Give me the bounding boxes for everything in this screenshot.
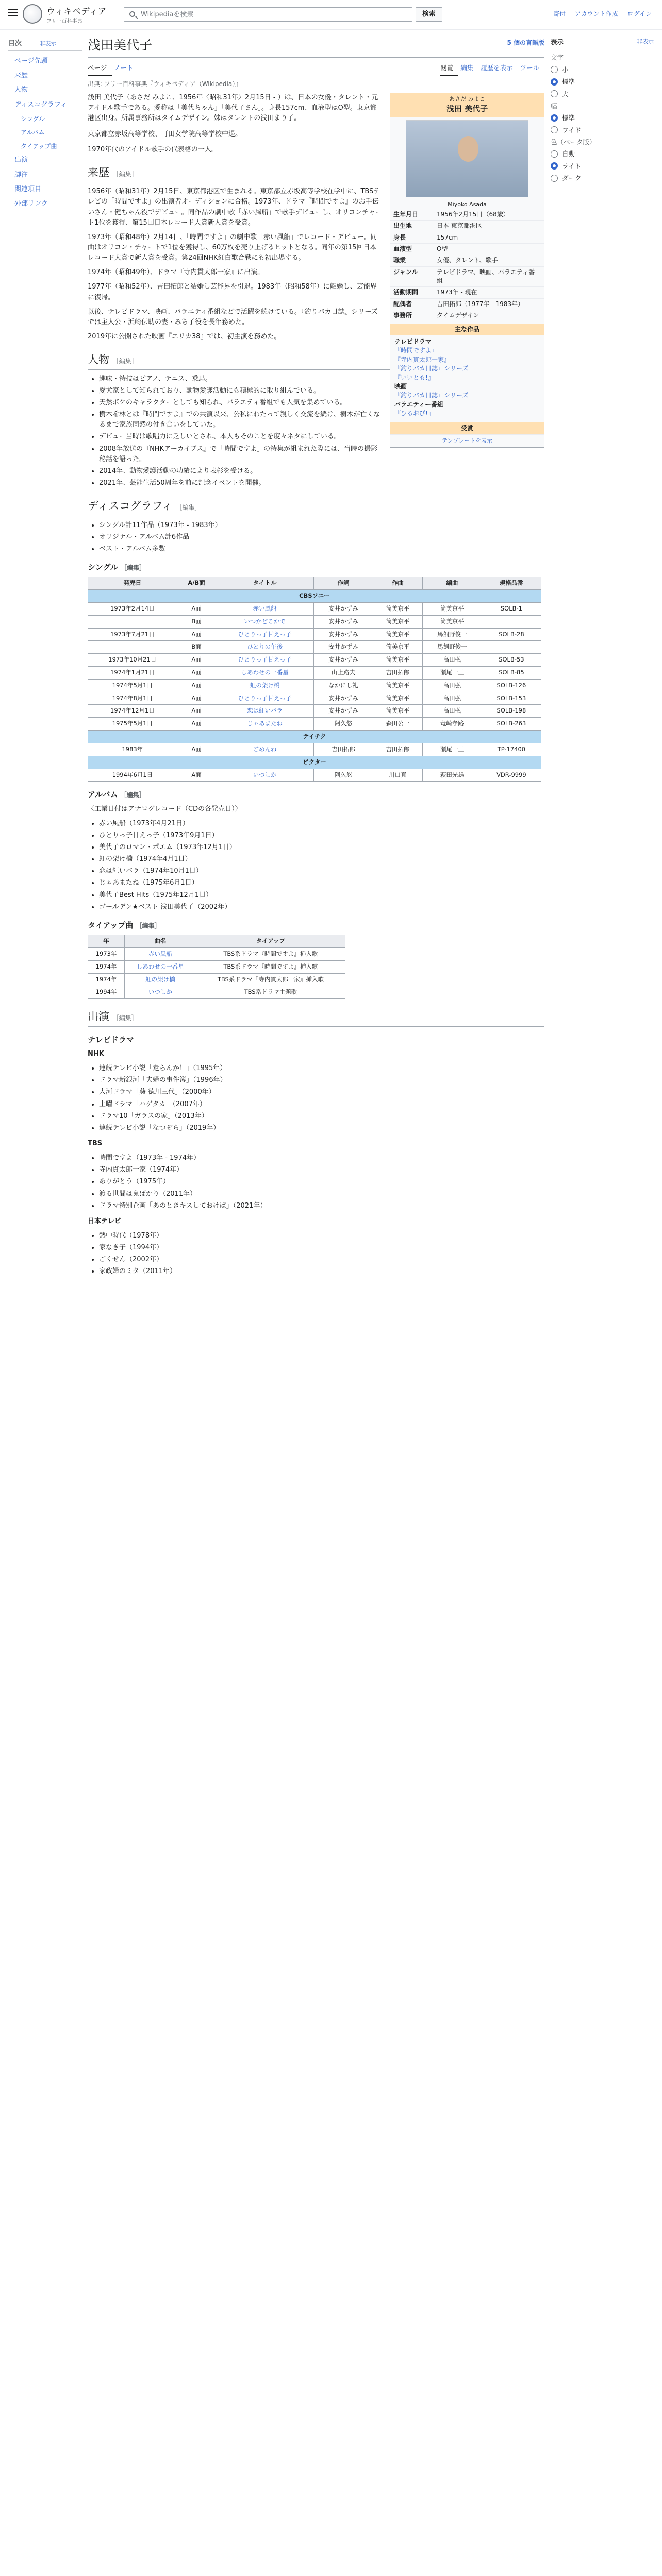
table-cell: A面	[177, 705, 216, 718]
table-cell[interactable]: 恋は紅いバラ	[216, 705, 314, 718]
table-cell: 竜崎孝路	[423, 718, 482, 731]
album-list	[99, 819, 544, 912]
lead-paragraph: 浅田 美代子（あさだ みよこ、1956年〈昭和31年〉2月15日 - ）は、日本の女優・タレント・元アイドル歌手である。愛称は「美代ちゃん」「美代子さん」。身長157cm、血液型はO型。東京都港区出身。所属事務所はタイムデザイン。妹はタレントの浅田まり子。	[88, 94, 378, 123]
user-links	[546, 9, 652, 19]
table-row	[88, 679, 541, 692]
table-cell: 安井かずみ	[314, 615, 373, 628]
table-cell: 瀬尾一三	[423, 743, 482, 756]
album-item[interactable]: • 美代子Best Hits（1975年12月1日）	[99, 890, 544, 901]
appearance-hide-button[interactable]: 非表示	[637, 38, 654, 45]
drama-list	[99, 1231, 544, 1277]
table-cell: 高田弘	[423, 705, 482, 718]
logo-subtitle: フリー百科事典	[46, 19, 82, 24]
list-item: • 2008年放送の『NHKアーカイブス』で「時間ですよ」の特集が組まれた際には、当時の撮影秘話を語った。	[99, 444, 544, 465]
drama-item[interactable]: • ごくせん（2002年）	[99, 1255, 544, 1265]
table-cell: 高田弘	[423, 654, 482, 667]
width-label: 幅	[551, 101, 557, 110]
list-item: • 天然ボケのキャラクターとしても知られ、バラエティ番組でも人気を集めている。	[99, 398, 544, 408]
lead-paragraph: 東京都立赤坂高等学校、町田女学院高等学校中退。	[88, 130, 242, 138]
table-row	[88, 602, 541, 615]
table-cell: B面	[177, 641, 216, 654]
drama-item[interactable]: • 熱中時代（1978年）	[99, 1231, 544, 1241]
color-option[interactable]: ライト	[551, 161, 654, 171]
table-cell[interactable]: 赤い風船	[216, 602, 314, 615]
edit-link[interactable]: ［編集］	[112, 170, 138, 178]
drama-list	[99, 1153, 544, 1211]
appearance-box: 表示 非表示 文字 小 標準 大 幅 標準 ワイド 色（ベータ版） 自動 ライト ダーク	[551, 37, 654, 183]
table-cell: 1974年8月1日	[88, 692, 177, 705]
work-link[interactable]: 『いいとも!』	[394, 374, 434, 381]
width-option[interactable]: ワイド	[551, 125, 654, 135]
paragraph: 1977年（昭和52年）、吉田拓郎と結婚し芸能界を引退。1983年（昭和58年）に離婚し、芸能界に復帰。	[88, 283, 377, 301]
album-item[interactable]: • 美代子のロマン・ポエム（1973年12月1日）	[99, 842, 544, 853]
edit-link[interactable]: ［編集］	[112, 1014, 138, 1022]
width-option[interactable]: 標準	[551, 113, 654, 123]
from-line: 出典: フリー百科事典『ウィキペディア（Wikipedia）』	[88, 80, 242, 88]
table-cell: 1974年12月1日	[88, 705, 177, 718]
table-cell: 馬飼野俊一	[423, 628, 482, 641]
table-row	[88, 628, 541, 641]
table-row: 1974年 しあわせの一番星 TBS系ドラマ『時間ですよ』挿入歌	[88, 960, 345, 973]
search-input[interactable]	[124, 7, 412, 22]
table-cell: 1983年	[88, 743, 177, 756]
table-cell: 筒美京平	[373, 641, 422, 654]
album-item[interactable]: • 虹の架け橋（1974年4月1日）	[99, 854, 544, 865]
table-cell[interactable]: ひとりっ子甘えっ子	[216, 628, 314, 641]
toc-title: 目次 非表示	[8, 37, 82, 51]
infobox-row: 職業 女優、タレント、歌手	[390, 255, 544, 266]
table-cell: 筒美京平	[373, 654, 422, 667]
table-cell: 山上路夫	[314, 667, 373, 680]
table-cell: 1973年10月21日	[88, 654, 177, 667]
table-cell: 筒美京平	[423, 602, 482, 615]
list-item: • ベスト・アルバム多数	[99, 544, 544, 554]
table-cell: A面	[177, 718, 216, 731]
table-cell[interactable]: ごめんね	[216, 743, 314, 756]
color-option[interactable]: ダーク	[551, 173, 654, 183]
table-cell[interactable]: じゃあまたね	[216, 718, 314, 731]
color-label: 色（ベータ版）	[551, 138, 596, 146]
drama-item[interactable]: • 家政婦のミタ（2011年）	[99, 1266, 544, 1277]
table-cell: 1994年6月1日	[88, 769, 177, 782]
table-row: 1994年 いつしか TBS系ドラマ主題歌	[88, 986, 345, 999]
table-cell: 吉田拓郎	[373, 743, 422, 756]
drama-item[interactable]: • ドラマ新銀河「夫婦の事件簿」（1996年）	[99, 1075, 544, 1086]
table-cell: 安井かずみ	[314, 628, 373, 641]
list-item: • デビュー当時は歌唱力に乏しいとされ、本人もそのことを度々ネタにしている。	[99, 432, 544, 442]
table-row	[88, 654, 541, 667]
album-item[interactable]: • 恋は紅いバラ（1974年10月1日）	[99, 866, 544, 876]
toc-item[interactable]: 出演	[14, 156, 28, 164]
table-row	[88, 641, 541, 654]
infobox-row: 活動期間 1973年 - 現在	[390, 286, 544, 298]
drama-item[interactable]: • ありがとう（1975年）	[99, 1177, 544, 1187]
table-cell: なかにし礼	[314, 679, 373, 692]
infobox-works: テレビドラマ 『時間ですよ』 『寺内貫太郎一家』 『釣りバカ日誌』シリーズ 『いいとも!』 映画 『釣りバカ日誌』シリーズ バラエティー番組 『ひるおび!』	[390, 335, 544, 420]
table-cell	[88, 641, 177, 654]
disco-list	[99, 520, 544, 554]
toc-item[interactable]: 外部リンク	[14, 199, 48, 208]
table-header: 編曲	[423, 577, 482, 590]
toc-item[interactable]: 脚注	[14, 171, 28, 179]
list-item: • 愛犬家として知られており、動物愛護活動にも積極的に取り組んでいる。	[99, 386, 544, 396]
table-row	[88, 692, 541, 705]
table-cell: 安井かずみ	[314, 654, 373, 667]
awards-section[interactable]: 受賞	[390, 422, 544, 434]
table-cell: 1973年2月14日	[88, 602, 177, 615]
table-header: 作詞	[314, 577, 373, 590]
table-header: 作曲	[373, 577, 422, 590]
table-header: タイトル	[216, 577, 314, 590]
color-option[interactable]: 自動	[551, 149, 654, 159]
table-cell: SOLB-85	[482, 667, 541, 680]
paragraph: 2019年に公開された映画『エリカ38』では、初主演を務めた。	[88, 333, 281, 341]
drama-item[interactable]: • 時間ですよ（1973年 - 1974年）	[99, 1153, 544, 1163]
album-item[interactable]: • 赤い風船（1973年4月21日）	[99, 819, 544, 829]
toc-item[interactable]: シングル	[21, 115, 45, 123]
tab-read[interactable]: 閲覧	[440, 60, 458, 76]
search-icon	[129, 11, 135, 17]
drama-item[interactable]: • 土曜ドラマ「ハゲタカ」（2007年）	[99, 1099, 544, 1110]
text-size-option[interactable]: 小	[551, 65, 654, 75]
infobox-row: 血液型 O型	[390, 243, 544, 255]
table-cell: A面	[177, 654, 216, 667]
infobox-section: 主な作品	[390, 324, 544, 335]
table-cell: 阿久悠	[314, 718, 373, 731]
tab-history[interactable]: 履歴を表示	[481, 63, 513, 72]
album-item[interactable]: • じゃあまたね（1975年6月1日）	[99, 878, 544, 888]
album-item[interactable]: • ゴールデン★ベスト 浅田美代子（2002年）	[99, 902, 544, 912]
table-cell: SOLB-263	[482, 718, 541, 731]
table-cell: SOLB-28	[482, 628, 541, 641]
table-cell: 安井かずみ	[314, 641, 373, 654]
infobox	[390, 93, 544, 448]
table-row	[88, 769, 541, 782]
section-heading: 出演 ［編集］	[88, 1008, 544, 1027]
list-item: • 2021年、芸能生活50周年を前に記念イベントを開催。	[99, 478, 544, 488]
wikipedia-logo[interactable]	[23, 4, 42, 24]
text-size-option[interactable]: 大	[551, 89, 654, 99]
table-group-row: ビクター	[88, 756, 541, 769]
infobox-row: 配偶者 吉田拓郎（1977年 - 1983年）	[390, 298, 544, 310]
table-group-row: CBSソニー	[88, 590, 541, 603]
table-cell: 馬飼野俊一	[423, 641, 482, 654]
table-row	[88, 705, 541, 718]
section-heading: ディスコグラフィ ［編集］	[88, 498, 544, 516]
work-link[interactable]: 『釣りバカ日誌』シリーズ	[394, 392, 469, 399]
drama-item[interactable]: • ドラマ特別企画「あのときキスしておけば」（2021年）	[99, 1201, 544, 1211]
section-heading: 来歴 ［編集］	[88, 164, 544, 183]
table-cell[interactable]: ひとりの午後	[216, 641, 314, 654]
table-cell: 筒美京平	[373, 602, 422, 615]
paragraph: 以後、テレビドラマ、映画、バラエティ番組などで活躍を続けている。『釣りバカ日誌』シリーズでは主人公・浜崎伝助の妻・みち子役を長年務めた。	[88, 308, 378, 326]
table-cell: 森田公一	[373, 718, 422, 731]
table-cell: 川口真	[373, 769, 422, 782]
table-cell: SOLB-1	[482, 602, 541, 615]
page-title: 浅田美代子	[88, 37, 544, 58]
paragraph: 1974年（昭和49年）、ドラマ『寺内貫太郎一家』に出演。	[88, 268, 264, 277]
album-note: 〈工業日付はアナログレコード（CDの各発売日）〉	[88, 805, 242, 813]
table-cell[interactable]: いつかどこかで	[216, 615, 314, 628]
table-cell: A面	[177, 769, 216, 782]
table-cell[interactable]: いつしか	[216, 769, 314, 782]
table-cell: A面	[177, 743, 216, 756]
table-cell[interactable]: 虹の架け橋	[216, 679, 314, 692]
tab-tools[interactable]: ツール	[520, 63, 539, 72]
table-cell: 吉田拓郎	[373, 667, 422, 680]
table-cell: B面	[177, 615, 216, 628]
toc-item[interactable]: 関連項目	[14, 185, 42, 193]
table-cell: A面	[177, 692, 216, 705]
table-cell[interactable]: しあわせの一番星	[216, 667, 314, 680]
table-cell: 高田弘	[423, 692, 482, 705]
work-link[interactable]: 『時間ですよ』	[394, 347, 438, 354]
table-cell: 筒美京平	[423, 615, 482, 628]
table-cell	[482, 615, 541, 628]
site-header	[0, 0, 662, 30]
search-placeholder: Wikipediaを検索	[141, 11, 194, 19]
singles-table	[88, 577, 541, 782]
work-link[interactable]: 『ひるおび!』	[394, 410, 434, 417]
table-row	[88, 667, 541, 680]
table-cell: 筒美京平	[373, 705, 422, 718]
toc-item[interactable]: 来歴	[14, 72, 28, 80]
table-cell: 1974年1月21日	[88, 667, 177, 680]
table-cell[interactable]: ひとりっ子甘えっ子	[216, 654, 314, 667]
logo-title[interactable]: ウィキペディア	[46, 7, 107, 17]
tab-page[interactable]: ページ	[88, 60, 112, 76]
table-cell: A面	[177, 679, 216, 692]
toc-item[interactable]: ディスコグラフィ	[14, 100, 67, 109]
create-account-link[interactable]: アカウント作成	[574, 10, 618, 18]
language-button[interactable]: 5 個の言語版	[507, 39, 544, 46]
toc-item[interactable]: ページ先頭	[14, 57, 48, 65]
toc-item[interactable]: 人物	[14, 86, 28, 94]
list-item: • 樹木希林とは『時間ですよ』での共演以来、公私にわたって親しく交流を続け、樹木が亡くなるまで家族同然の付き合いをしていた。	[99, 410, 544, 430]
paragraph: 1956年（昭和31年）2月15日、東京都港区で生まれる。東京都立赤坂高等学校在学中に、TBSテレビの「時間ですよ」の出演者オーディションに合格。1973年、ドラマ『時間ですよ』のお手伝いさん・健ちゃん役でデビュー。同作品の劇中歌「赤い風船」で歌手デビューし、オリコンチャート1位を獲得、第15回日本レコード大賞新人賞を受賞。	[88, 188, 382, 227]
drama-item[interactable]: • 家なき子（1994年）	[99, 1243, 544, 1253]
toc-item[interactable]: アルバム	[21, 129, 45, 137]
drama-item[interactable]: • 大河ドラマ「葵 徳川三代」（2000年）	[99, 1087, 544, 1097]
table-cell: SOLB-198	[482, 705, 541, 718]
infobox-kana: あさだ みよこ	[449, 96, 485, 103]
table-cell	[88, 615, 177, 628]
image-caption: Miyoko Asada	[448, 200, 487, 208]
subsection-heading: シングル ［編集］	[88, 563, 146, 572]
table-row	[88, 743, 541, 756]
infobox-row: 事務所 タイムデザイン	[390, 310, 544, 321]
edit-link[interactable]: ［編集］	[121, 564, 146, 572]
list-item: • 2014年、動物愛護活動の功績により表彰を受ける。	[99, 466, 544, 477]
infobox-row: 生年月日 1956年2月15日（68歳）	[390, 209, 544, 220]
table-cell: 筒美京平	[373, 628, 422, 641]
table-cell: 安井かずみ	[314, 705, 373, 718]
text-size-option[interactable]: 標準	[551, 77, 654, 87]
section-heading: 人物 ［編集］	[88, 351, 544, 370]
table-cell: SOLB-53	[482, 654, 541, 667]
tab-talk[interactable]: ノート	[114, 63, 134, 72]
table-row: 1974年 虹の架け橋 TBS系ドラマ『寺内貫太郎一家』挿入歌	[88, 973, 345, 986]
edit-link[interactable]: ［編集］	[112, 358, 138, 365]
list-item: • オリジナル・アルバム計6作品	[99, 532, 544, 543]
table-cell: SOLB-126	[482, 679, 541, 692]
table-row: 1973年 赤い風船 TBS系ドラマ『時間ですよ』挿入歌	[88, 947, 345, 960]
table-cell: 1974年5月1日	[88, 679, 177, 692]
text-size-label: 文字	[551, 54, 564, 62]
infobox-header	[390, 93, 544, 117]
table-cell: A面	[177, 602, 216, 615]
search-button[interactable]: 検索	[416, 7, 442, 22]
table-cell: 萩田光雄	[423, 769, 482, 782]
album-item[interactable]: • ひとりっ子甘えっ子（1973年9月1日）	[99, 831, 544, 841]
table-cell: 安井かずみ	[314, 602, 373, 615]
table-cell: A面	[177, 667, 216, 680]
table-cell: 高田弘	[423, 679, 482, 692]
table-cell: TP-17400	[482, 743, 541, 756]
table-cell: 筒美京平	[373, 692, 422, 705]
toc-hide-button[interactable]: 非表示	[39, 40, 57, 47]
login-link[interactable]: ログイン	[627, 10, 652, 18]
table-cell: SOLB-153	[482, 692, 541, 705]
table-header: 規格品番	[482, 577, 541, 590]
table-cell: 1973年7月21日	[88, 628, 177, 641]
network-label: TBS	[88, 1139, 103, 1147]
template-link[interactable]: テンプレートを表示	[390, 434, 544, 447]
table-cell: 筒美京平	[373, 615, 422, 628]
table-header: A/B面	[177, 577, 216, 590]
subsection-heading: タイアップ曲 ［編集］	[88, 920, 161, 930]
appearance-panel	[551, 37, 654, 190]
infobox-row: 身長 157cm	[390, 232, 544, 243]
table-header: 発売日	[88, 577, 177, 590]
lead-paragraph: 1970年代のアイドル歌手の代表格の一人。	[88, 145, 218, 154]
table-of-contents	[0, 30, 82, 211]
tab-edit[interactable]: 編集	[460, 63, 474, 72]
infobox-name: 浅田 美代子	[446, 104, 488, 114]
table-cell[interactable]: ひとりっ子甘えっ子	[216, 692, 314, 705]
table-cell: 吉田拓郎	[314, 743, 373, 756]
work-link[interactable]: 『寺内貫太郎一家』	[394, 355, 451, 363]
drama-item[interactable]: • 連続テレビ小説「なつぞら」（2019年）	[99, 1123, 544, 1133]
donate-link[interactable]: 寄付	[553, 10, 566, 18]
portrait-image[interactable]	[406, 120, 528, 197]
drama-item[interactable]: • 寺内貫太郎一家（1974年）	[99, 1165, 544, 1175]
article	[88, 37, 544, 1282]
table-cell: 瀬尾一三	[423, 667, 482, 680]
table-row	[88, 615, 541, 628]
paragraph: 1973年（昭和48年）2月14日、「時間ですよ」の劇中歌「赤い風船」でレコード・デビュー。同曲はオリコン・チャートで1位を獲得し、60万枚を売り上げるヒットとなる。同年の第15回日本レコード大賞で新人賞を受賞。第24回NHK紅白歌合戦にも初出場する。	[88, 233, 377, 262]
list-item: • シングル計11作品（1973年 - 1983年）	[99, 520, 544, 531]
work-link[interactable]: 『釣りバカ日誌』シリーズ	[394, 365, 469, 372]
subsection-heading: テレビドラマ	[88, 1035, 134, 1044]
tieup-table: 年 曲名 タイアップ 1973年 赤い風船 TBS系ドラマ『時間ですよ』挿入歌 1974年 しあわせの一番星 TBS系ドラマ『時間ですよ』挿入歌 1974年 虹の架け橋 TBS系ドラマ『寺内貫太郎一家』挿入歌 1994年 いつしか TBS系ドラマ主題歌	[88, 935, 345, 999]
toc-item[interactable]: タイアップ曲	[21, 142, 57, 150]
table-cell: 1975年5月1日	[88, 718, 177, 731]
drama-item[interactable]: • ドラマ10「ガラスの家」（2013年）	[99, 1111, 544, 1122]
network-label: 日本テレビ	[88, 1217, 121, 1225]
network-label: NHK	[88, 1049, 104, 1058]
table-cell	[482, 641, 541, 654]
drama-list	[99, 1063, 544, 1133]
subsection-heading: アルバム ［編集］	[88, 790, 145, 800]
table-cell: 阿久悠	[314, 769, 373, 782]
edit-link[interactable]: ［編集］	[136, 922, 161, 929]
table-cell: A面	[177, 628, 216, 641]
main-menu-icon[interactable]	[8, 9, 18, 16]
table-cell: 安井かずみ	[314, 692, 373, 705]
drama-item[interactable]: • 渡る世間は鬼ばかり（2011年）	[99, 1189, 544, 1199]
table-cell: 筒美京平	[373, 679, 422, 692]
table-cell: VDR-9999	[482, 769, 541, 782]
table-row	[88, 718, 541, 731]
edit-link[interactable]: ［編集］	[120, 791, 145, 799]
list-item: • 趣味・特技はピアノ、テニス、乗馬。	[99, 374, 544, 384]
infobox-row: ジャンル テレビドラマ、映画、バラエティ番組	[390, 266, 544, 287]
drama-item[interactable]: • 連続テレビ小説「走らんか！」（1995年）	[99, 1063, 544, 1074]
edit-link[interactable]: ［編集］	[176, 504, 201, 512]
infobox-row: 出生地 日本 東京都港区	[390, 220, 544, 231]
page-tabs	[88, 60, 544, 75]
table-group-row: テイチク	[88, 731, 541, 743]
